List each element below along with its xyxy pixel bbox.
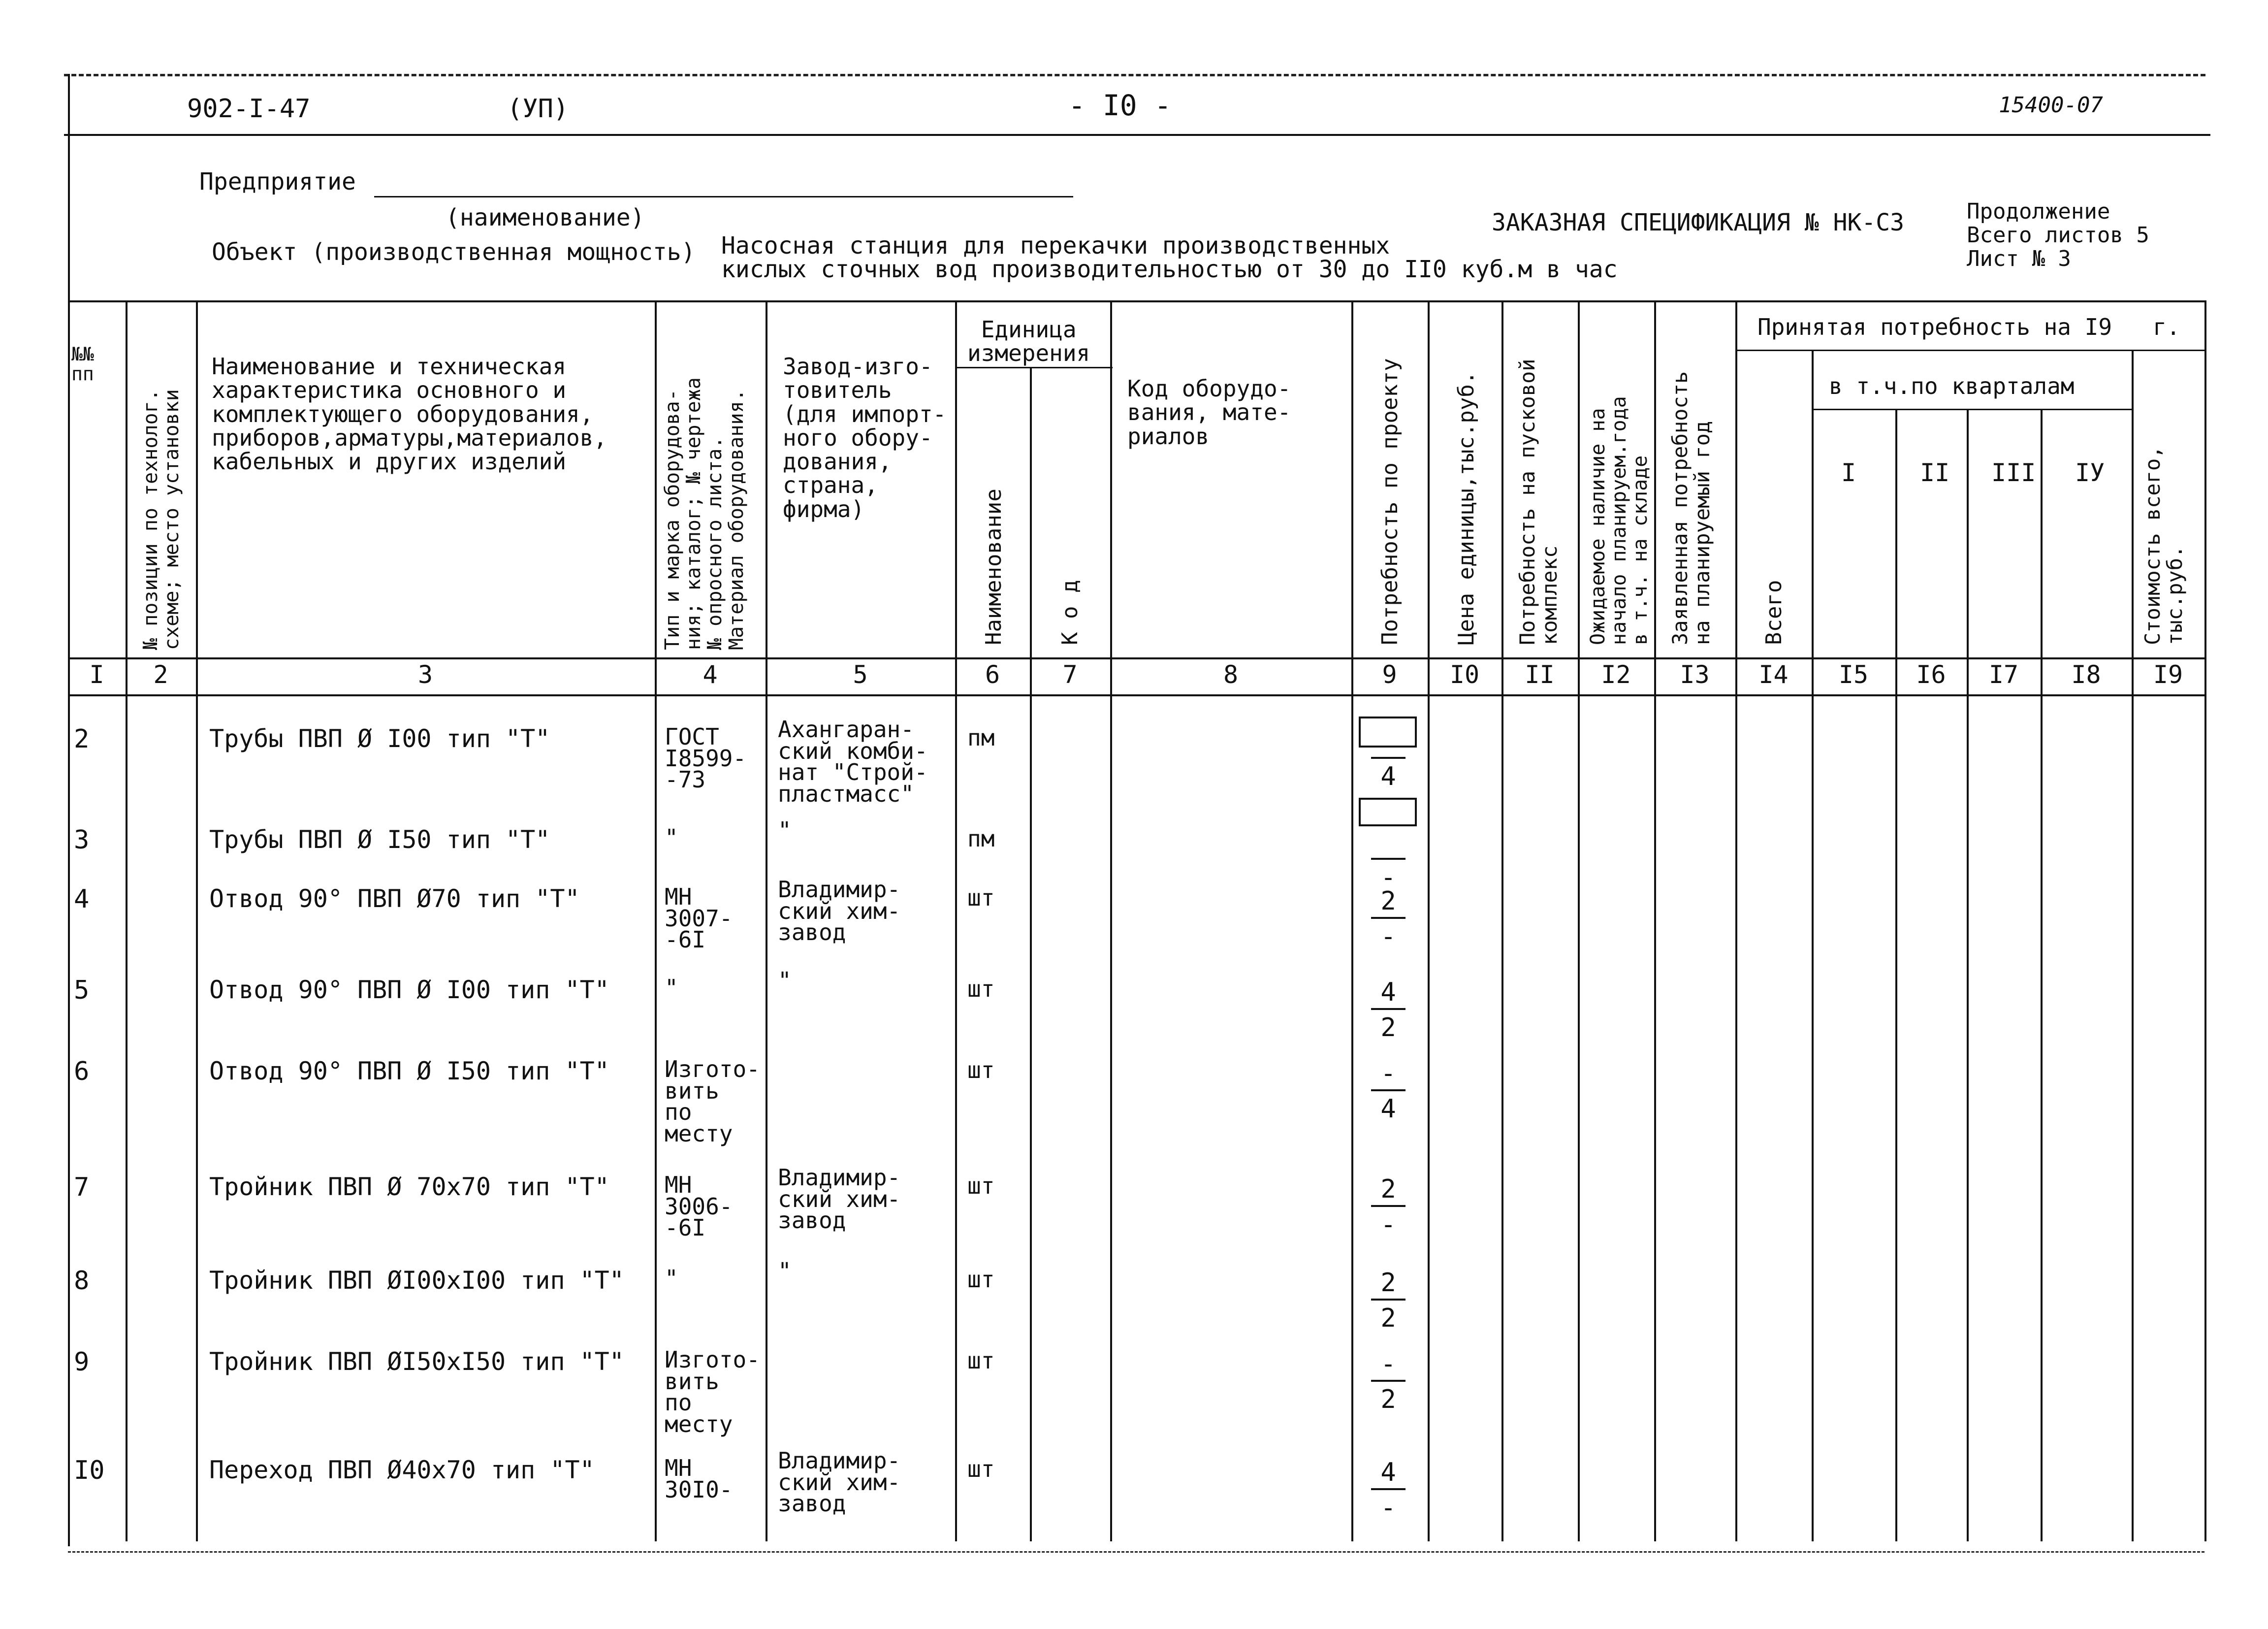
col-line <box>1812 350 1814 1541</box>
need-bottom: 2 <box>1380 1303 1396 1333</box>
item-unit: шт <box>967 1057 995 1083</box>
item-type: МН 3007- -6I <box>665 883 733 953</box>
item-unit: шт <box>967 884 995 911</box>
item-maker: " <box>778 1258 792 1284</box>
column-number: 8 <box>1223 660 1239 689</box>
sheet-number: Лист № 3 <box>1967 246 2071 271</box>
need-bottom: - <box>1380 863 1396 892</box>
right-border <box>2204 300 2206 1541</box>
col-line <box>1501 300 1503 1541</box>
item-name: Трубы ПВП Ø I50 тип "Т" <box>209 825 550 854</box>
quarters-group-line <box>1812 409 2132 410</box>
enterprise-underline <box>374 196 1073 197</box>
col-line <box>1735 300 1737 1541</box>
quarter-1-header: I <box>1841 458 1856 487</box>
col-line <box>1895 409 1897 1541</box>
need-bottom: 2 <box>1380 1013 1396 1043</box>
item-name: Тройник ПВП ØI00хI00 тип "Т" <box>209 1266 624 1295</box>
header-bottom-line <box>68 657 2204 659</box>
fraction-bar <box>1371 1205 1406 1207</box>
need-bottom: 4 <box>1380 1094 1396 1124</box>
item-unit: шт <box>967 1456 995 1482</box>
column-number: 2 <box>153 660 168 689</box>
name-caption: (наименование) <box>446 204 645 231</box>
col-line <box>655 300 657 1541</box>
need-top: - <box>1380 1349 1396 1379</box>
column-number: I0 <box>1449 660 1480 689</box>
col5-header: Завод-изго- товитель (для импорт- ного обору- дования, страна, фирма) <box>783 353 947 522</box>
need-bottom: 2 <box>1380 1385 1396 1414</box>
col-line <box>1578 300 1580 1541</box>
fraction-bar <box>1371 858 1406 860</box>
top-border-dashed <box>64 74 2205 76</box>
col-line <box>1110 300 1112 1541</box>
accepted-group-header: Принятая потребность на I9 г. <box>1757 314 2180 340</box>
col-line <box>126 300 128 1541</box>
column-number: 6 <box>985 660 1000 689</box>
item-name: Трубы ПВП Ø I00 тип "Т" <box>209 724 550 753</box>
item-name: Отвод 90° ПВП Ø I00 тип "Т" <box>209 976 609 1004</box>
item-unit: шт <box>967 1347 995 1374</box>
column-number: 4 <box>703 660 718 689</box>
col13-header: Заявленная потребность на планируемый год <box>1668 371 1715 645</box>
row-number: 6 <box>74 1057 90 1086</box>
row-number: 2 <box>74 724 90 754</box>
object-line-1: Насосная станция для перекачки производственных <box>721 232 1390 260</box>
col10-header: Цена единицы,тыс.руб. <box>1454 371 1479 645</box>
left-border <box>68 74 70 1546</box>
col-line <box>1654 300 1656 1541</box>
item-type: " <box>665 1265 678 1292</box>
total-sheets: Всего листов 5 <box>1967 223 2149 248</box>
column-number: I7 <box>1988 660 2019 689</box>
quantity-box <box>1359 717 1417 748</box>
item-unit: шт <box>967 1266 995 1293</box>
row-number: 3 <box>74 825 90 855</box>
item-unit: пм <box>967 825 995 852</box>
item-name: Тройник ПВП Ø 70х70 тип "Т" <box>209 1173 609 1201</box>
item-type: МН 30I0- <box>665 1455 733 1503</box>
column-number: I6 <box>1916 660 1946 689</box>
item-maker: Владимир- ский хим- завод <box>778 1447 901 1517</box>
album-code: (УП) <box>507 94 569 124</box>
column-number: 7 <box>1062 660 1078 689</box>
item-type: Изгото- вить по месту <box>665 1056 760 1147</box>
quantity-box <box>1359 798 1417 826</box>
spec-title: ЗАКАЗНАЯ СПЕЦИФИКАЦИЯ № НК-С3 <box>1492 209 1905 236</box>
row-number: 7 <box>74 1173 90 1202</box>
col7-header: К о д <box>1057 580 1083 645</box>
col14-header: Всего <box>1761 580 1787 645</box>
col-line <box>196 300 198 1541</box>
page-number: - I0 - <box>1068 89 1172 122</box>
need-top: 4 <box>1380 977 1396 1007</box>
col6-header: Наименование <box>981 489 1006 645</box>
item-name: Отвод 90° ПВП Ø I50 тип "Т" <box>209 1057 609 1085</box>
fraction-bar <box>1371 1089 1406 1091</box>
header-divider <box>64 134 2210 136</box>
unit-group-line <box>955 367 1113 368</box>
item-unit: пм <box>967 724 995 751</box>
row-number: 4 <box>74 884 90 914</box>
item-type: МН 3006- -6I <box>665 1172 733 1241</box>
table-top-line <box>68 300 2204 302</box>
quarter-4-header: IУ <box>2075 458 2105 487</box>
column-number: I3 <box>1680 660 1710 689</box>
need-top: 2 <box>1380 1174 1396 1204</box>
item-maker: " <box>778 817 792 844</box>
column-number: I8 <box>2071 660 2101 689</box>
drawing-number: 15400-07 <box>1999 93 2103 118</box>
row-number: I0 <box>74 1456 105 1485</box>
quarters-group-header: в т.ч.по кварталам <box>1829 373 2075 399</box>
column-number: II <box>1525 660 1555 689</box>
enterprise-label: Предприятие <box>199 168 356 195</box>
fraction-bar <box>1371 1380 1406 1382</box>
column-number: 9 <box>1382 660 1397 689</box>
col-line <box>1030 367 1032 1541</box>
column-number: I9 <box>2153 660 2183 689</box>
col11-header: Потребность на пусковой комплекс <box>1515 358 1562 645</box>
item-type: " <box>665 975 678 1001</box>
bottom-border-dashed <box>68 1551 2204 1553</box>
item-maker: Ахангаран- ский комби- нат "Строй- пластмасс" <box>778 716 928 808</box>
item-unit: шт <box>967 1173 995 1199</box>
item-name: Тройник ПВП ØI50хI50 тип "Т" <box>209 1347 624 1376</box>
col-line <box>766 300 767 1541</box>
col-line <box>2041 409 2043 1541</box>
item-name: Отвод 90° ПВП Ø70 тип "Т" <box>209 884 580 913</box>
accepted-group-line <box>1735 350 2204 351</box>
need-bottom: 4 <box>1380 762 1396 791</box>
row-number: 5 <box>74 976 90 1005</box>
item-maker: Владимир- ский хим- завод <box>778 876 901 946</box>
need-bottom: - <box>1380 1210 1396 1239</box>
col-line <box>1967 409 1969 1541</box>
fraction-bar <box>1371 917 1406 919</box>
col-line <box>1351 300 1353 1541</box>
item-maker: Владимир- ский хим- завод <box>778 1164 901 1234</box>
column-number: I4 <box>1758 660 1789 689</box>
col12-header: Ожидаемое наличие на начало планируем.года в т.ч. на складе <box>1587 396 1652 645</box>
item-type: " <box>665 824 678 851</box>
item-unit: шт <box>967 976 995 1002</box>
column-number: I <box>89 660 104 689</box>
fraction-bar <box>1371 1008 1406 1010</box>
need-bottom: - <box>1380 922 1396 951</box>
col4-header: Тип и марка оборудова- ния; каталог; № чертежа № опросного листа. Материал оборудования. <box>661 377 748 650</box>
item-name: Переход ПВП Ø40х70 тип "Т" <box>209 1456 595 1484</box>
fraction-bar <box>1371 1488 1406 1490</box>
object-label: Объект (производственная мощность) <box>212 238 696 266</box>
col-line <box>2132 350 2134 1541</box>
col-line <box>1428 300 1430 1541</box>
numbers-bottom-line <box>68 694 2204 696</box>
need-top: - <box>1380 1059 1396 1088</box>
col2-header: № позиции по технолог. схеме; место установки <box>139 389 184 650</box>
col3-header: Наименование и техническая характеристика основного и комплектующего оборудования, приборов,арматуры,материалов, кабельных и других изделий <box>212 353 607 475</box>
col19-header: Стоимость всего, тыс.руб. <box>2140 446 2187 645</box>
unit-group-header: Единица измерения <box>967 316 1090 367</box>
col8-header: Код оборудо- вания, мате- риалов <box>1127 375 1291 450</box>
column-number: 3 <box>417 660 433 689</box>
item-maker: " <box>778 967 792 994</box>
need-top: 2 <box>1380 1268 1396 1298</box>
column-number: I2 <box>1601 660 1631 689</box>
quarter-2-header: II <box>1920 458 1950 487</box>
fraction-bar <box>1371 757 1406 759</box>
column-number: 5 <box>853 660 868 689</box>
col9-header: Потребность по проекту <box>1377 358 1403 645</box>
need-top: 2 <box>1380 886 1396 916</box>
object-line-2: кислых сточных вод производительностью от 30 до II0 куб.м в час <box>721 256 1618 283</box>
col-line <box>955 300 957 1541</box>
col1-header: №№ пп <box>71 343 94 385</box>
row-number: 9 <box>74 1347 90 1377</box>
project-code: 902-I-47 <box>187 94 311 124</box>
need-bottom: - <box>1380 1493 1396 1523</box>
item-type: Изгото- вить по месту <box>665 1346 760 1438</box>
row-number: 8 <box>74 1266 90 1296</box>
need-top: 4 <box>1380 1458 1396 1487</box>
fraction-bar <box>1371 1299 1406 1301</box>
item-type: ГОСТ I8599- -73 <box>665 723 747 793</box>
quarter-3-header: III <box>1991 458 2036 487</box>
continuation-label: Продолжение <box>1967 199 2110 224</box>
column-number: I5 <box>1838 660 1869 689</box>
